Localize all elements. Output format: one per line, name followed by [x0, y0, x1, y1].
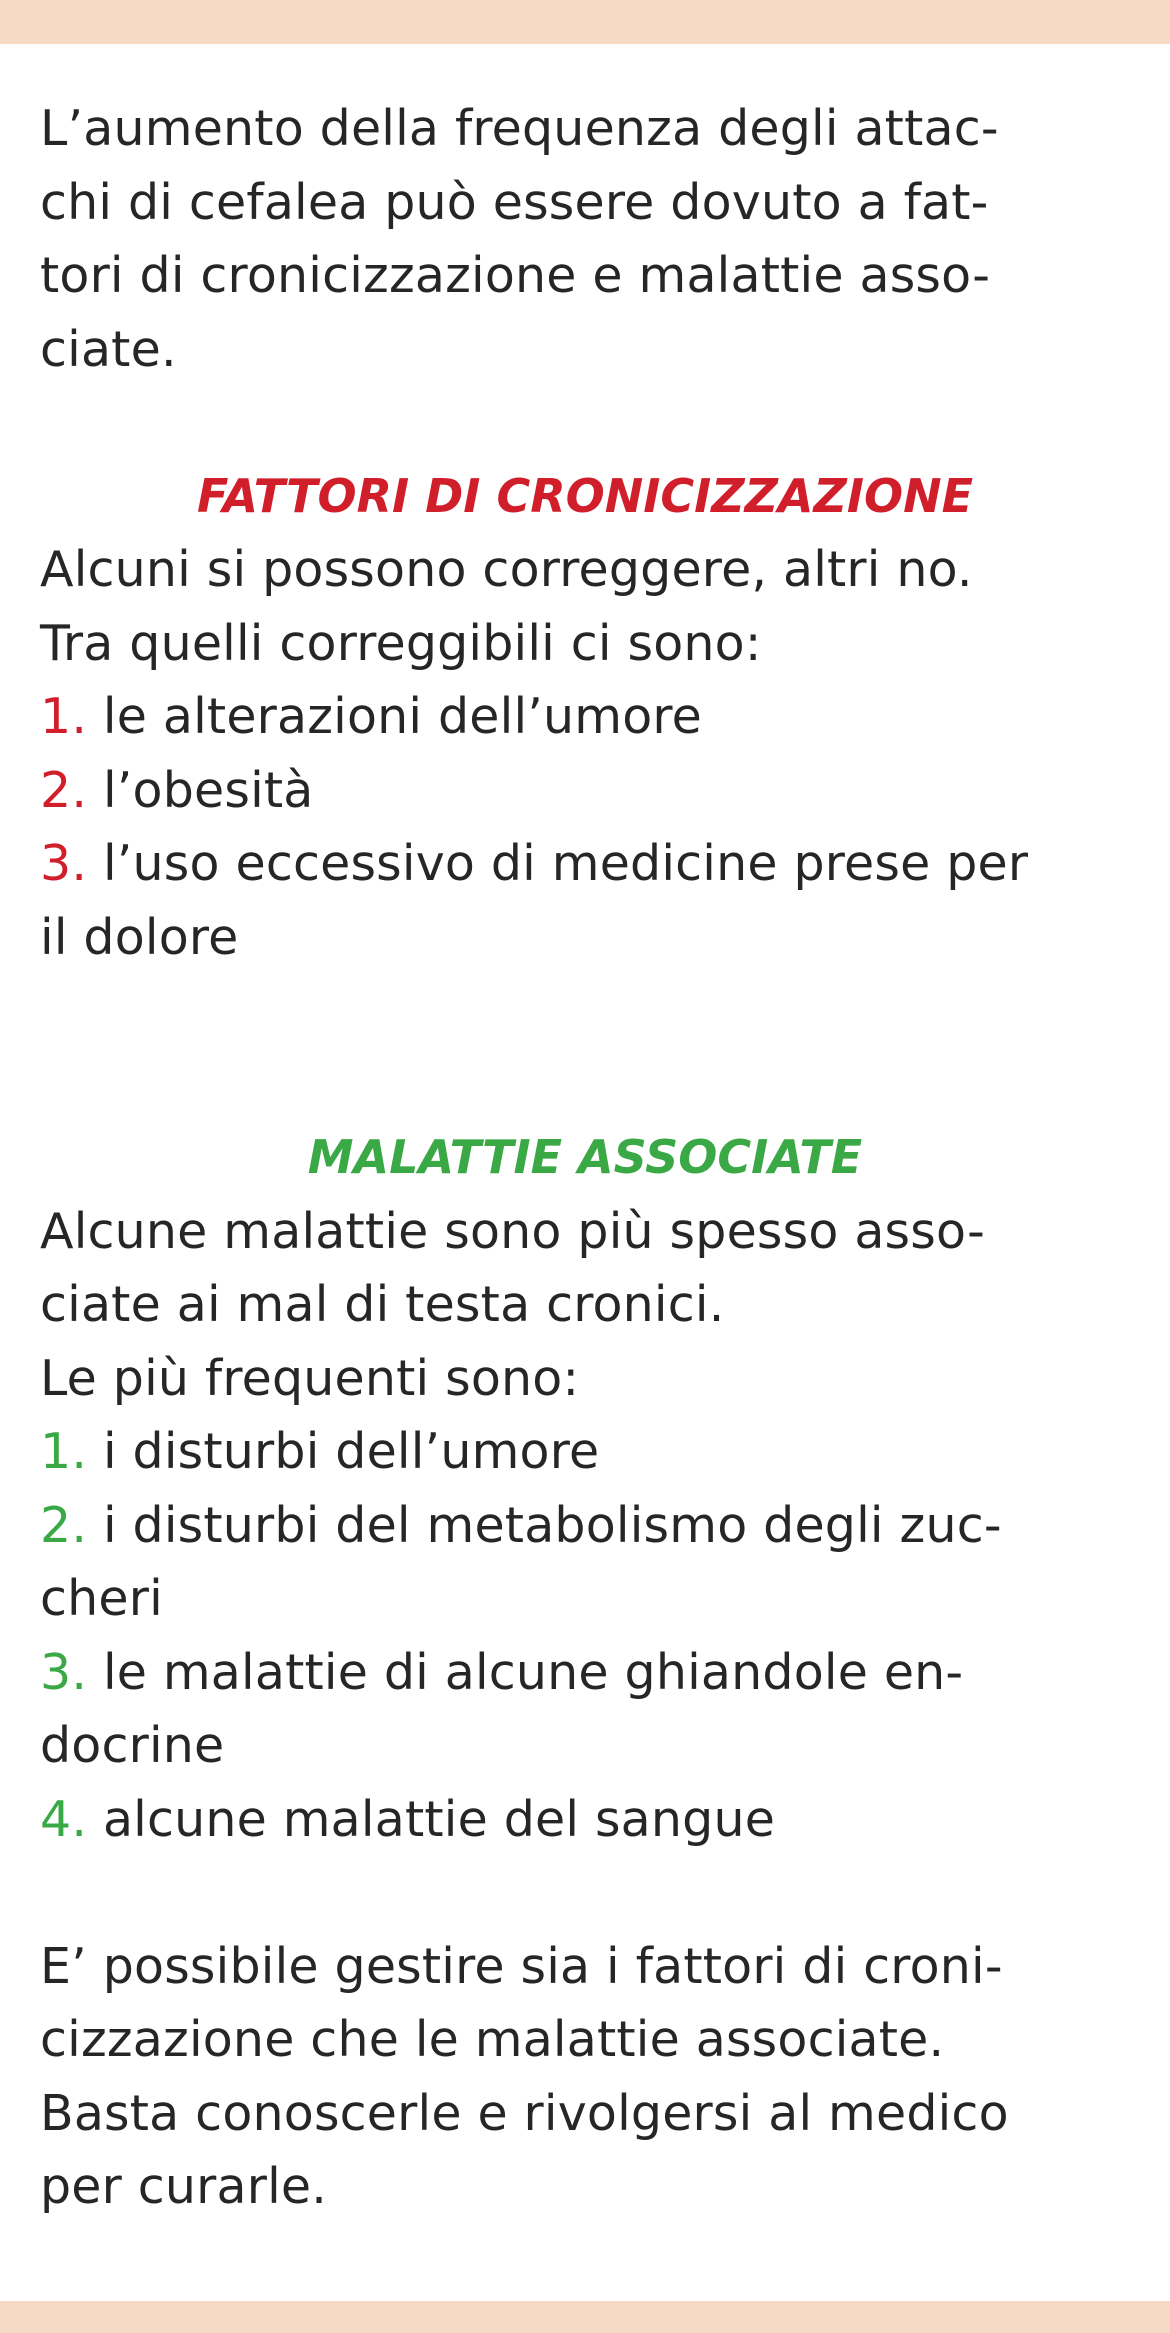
- list-item: [40, 1783, 1130, 1857]
- conclusion-line: cizzazione che le malattie associate.: [40, 2011, 945, 2068]
- list-item: [40, 754, 1130, 828]
- section-text-line: Alcune malattie sono più spesso asso-: [40, 1202, 985, 1260]
- intro-line: L’aumento della frequenza degli attac-: [40, 100, 999, 157]
- list-number: 1.: [40, 688, 88, 745]
- section-text-line: Le più frequenti sono:: [40, 1349, 580, 1407]
- list-item-text: le malattie di alcune ghiandole en-: [102, 1643, 964, 1701]
- list-number: 3.: [40, 1643, 88, 1701]
- spacer: [40, 974, 1130, 1121]
- section-chronicization-factors: [40, 460, 1130, 975]
- list-number: 2.: [40, 1496, 88, 1554]
- section-text-line: ciate ai mal di testa cronici.: [40, 1276, 725, 1333]
- list-item-text: l’obesità: [102, 761, 314, 819]
- list-item-text: i disturbi dell’umore: [102, 1423, 600, 1480]
- conclusion-paragraph: [40, 1930, 1130, 2224]
- section-heading-factors: FATTORI DI CRONICIZZAZIONE: [196, 468, 974, 523]
- list-item: [40, 1415, 1130, 1489]
- conclusion-line: E’ possibile gestire sia i fattori di croni-: [40, 1937, 1003, 1995]
- article-content: [40, 92, 1130, 2224]
- conclusion-line: per curarle.: [40, 2158, 328, 2215]
- section-text-line: Alcuni si possono correggere, altri no.: [40, 541, 973, 598]
- intro-paragraph: [40, 92, 1130, 386]
- list-number: 2.: [40, 761, 88, 819]
- list-item-text: le alterazioni dell’umore: [87, 688, 703, 745]
- list-item-text: l’uso eccessivo di medicine prese per: [102, 835, 1029, 892]
- list-item: [40, 1489, 1130, 1563]
- list-number: 4.: [40, 1790, 88, 1848]
- spacer: [40, 1856, 1130, 1930]
- list-number: 3.: [40, 835, 88, 892]
- list-item-continuation: docrine: [40, 1717, 225, 1774]
- spacer: [40, 386, 1130, 460]
- section-text-line: Tra quelli correggibili ci sono:: [40, 614, 762, 672]
- section-heading-diseases: MALATTIE ASSOCIATE: [307, 1130, 863, 1184]
- list-item: [40, 1636, 1130, 1710]
- intro-line: ciate.: [40, 320, 177, 378]
- intro-line: chi di cefalea può essere dovuto a fat-: [40, 173, 989, 231]
- top-decorative-band: [0, 0, 1170, 44]
- list-number: 1.: [40, 1423, 88, 1480]
- list-item-continuation: cheri: [40, 1570, 163, 1627]
- bottom-decorative-band: [0, 2301, 1170, 2333]
- section-associated-diseases: [40, 1121, 1130, 1856]
- intro-line: tori di cronicizzazione e malattie asso-: [40, 247, 991, 304]
- list-item-continuation: il dolore: [40, 908, 239, 966]
- list-item-text: i disturbi del metabolismo degli zuc-: [102, 1496, 1002, 1554]
- list-item-text: alcune malattie del sangue: [102, 1790, 776, 1848]
- list-item: [40, 827, 1130, 901]
- conclusion-line: Basta conoscerle e rivolgersi al medico: [40, 2084, 1009, 2142]
- list-item: [40, 680, 1130, 754]
